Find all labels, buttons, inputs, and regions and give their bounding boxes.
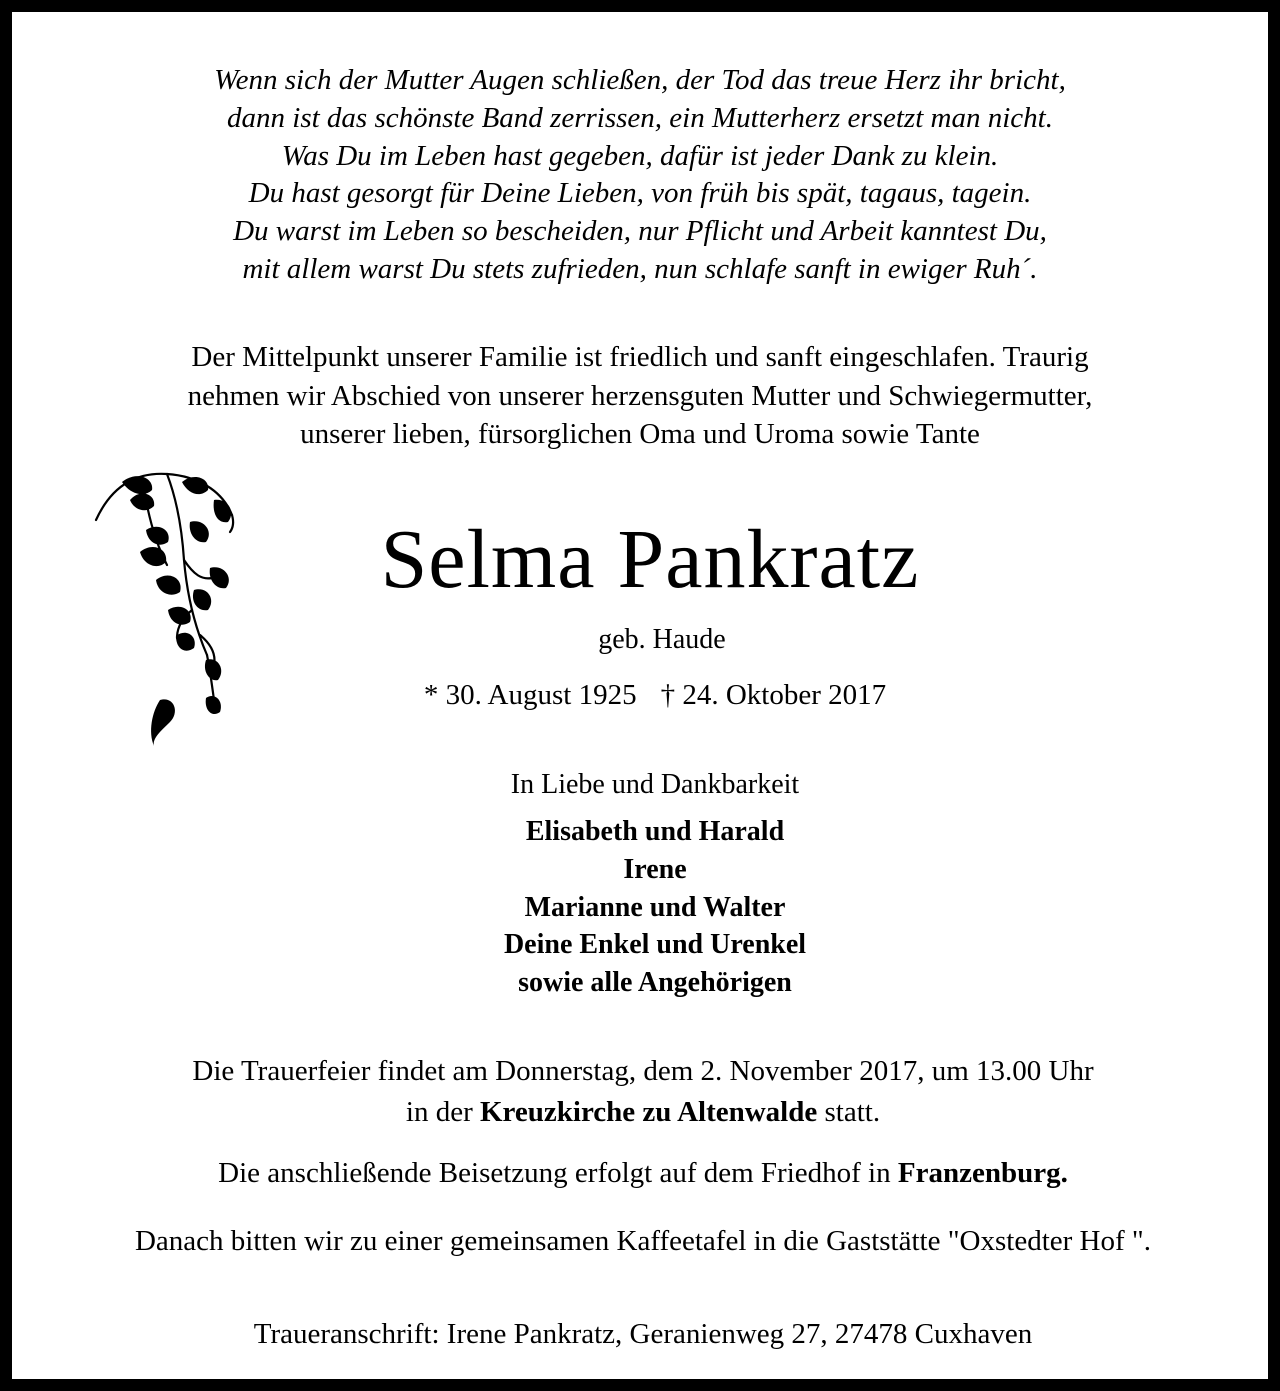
poem-line: Wenn sich der Mutter Augen schließen, der Tod das treue Herz ihr bricht, (214, 64, 1066, 96)
mourner-name: Elisabeth und Harald (525, 816, 785, 847)
birth-date: * 30. August 1925 (423, 679, 637, 711)
poem-line: Was Du im Leben hast gegeben, dafür ist jeder Dank zu klein. (281, 139, 999, 172)
service-line: Die Trauerfeier findet am Donnerstag, dem 2. November 2017, um 13.00 Uhr (192, 1055, 1094, 1087)
service-place: Kreuzkirche zu Altenwalde (480, 1096, 818, 1128)
mourner-name: Irene (623, 853, 687, 885)
memorial-poem (12, 62, 1268, 289)
poem-line: Du warst im Leben so bescheiden, nur Pflicht und Arbeit kanntest Du, (233, 215, 1047, 248)
burial-info (12, 1154, 1268, 1192)
maiden-name: geb. Haude (598, 624, 726, 655)
birch-branch-icon (82, 460, 252, 760)
burial-prefix: Die anschließende Beisetzung erfolgt auf dem Friedhof in (218, 1157, 891, 1189)
intro-line: unserer lieben, fürsorglichen Oma und Uroma sowie Tante (300, 418, 980, 450)
mourner-name: Marianne und Walter (524, 891, 786, 923)
reception-info: Danach bitten wir zu einer gemeinsamen Kaffeetafel in die Gaststätte "Oxstedter Hof ". (134, 1225, 1151, 1257)
intro-text (12, 338, 1268, 454)
death-date: † 24. Oktober 2017 (660, 679, 887, 711)
service-prefix: in der (405, 1096, 473, 1128)
service-suffix: statt. (824, 1096, 881, 1128)
service-location-line (18, 1092, 1268, 1133)
funeral-service-info (12, 1051, 1268, 1133)
poem-line: mit allem warst Du stets zufrieden, nun schlafe sanft in ewiger Ruh´. (242, 252, 1038, 285)
mourners-heading: In Liebe und Dankbarkeit (510, 769, 800, 800)
mourning-address: Traueranschrift: Irene Pankratz, Geranienweg 27, 27478 Cuxhaven (253, 1318, 1033, 1350)
mourner-name: sowie alle Angehörigen (518, 967, 792, 999)
intro-line: nehmen wir Abschied von unserer herzensguten Mutter und Schwiegermutter, (187, 379, 1093, 412)
deceased-name: Selma Pankratz (380, 513, 920, 606)
poem-line: Du hast gesorgt für Deine Lieben, von früh bis spät, tagaus, tagein. (248, 177, 1032, 210)
mourner-name: Deine Enkel und Urenkel (503, 929, 807, 961)
burial-place: Franzenburg. (897, 1157, 1068, 1189)
intro-line: Der Mittelpunkt unserer Familie ist friedlich und sanft eingeschlafen. Traurig (191, 341, 1089, 373)
life-dates (12, 677, 1268, 713)
mourners-list (12, 813, 1268, 1002)
poem-line: dann ist das schönste Band zerrissen, ein Mutterherz ersetzt man nicht. (227, 101, 1053, 134)
